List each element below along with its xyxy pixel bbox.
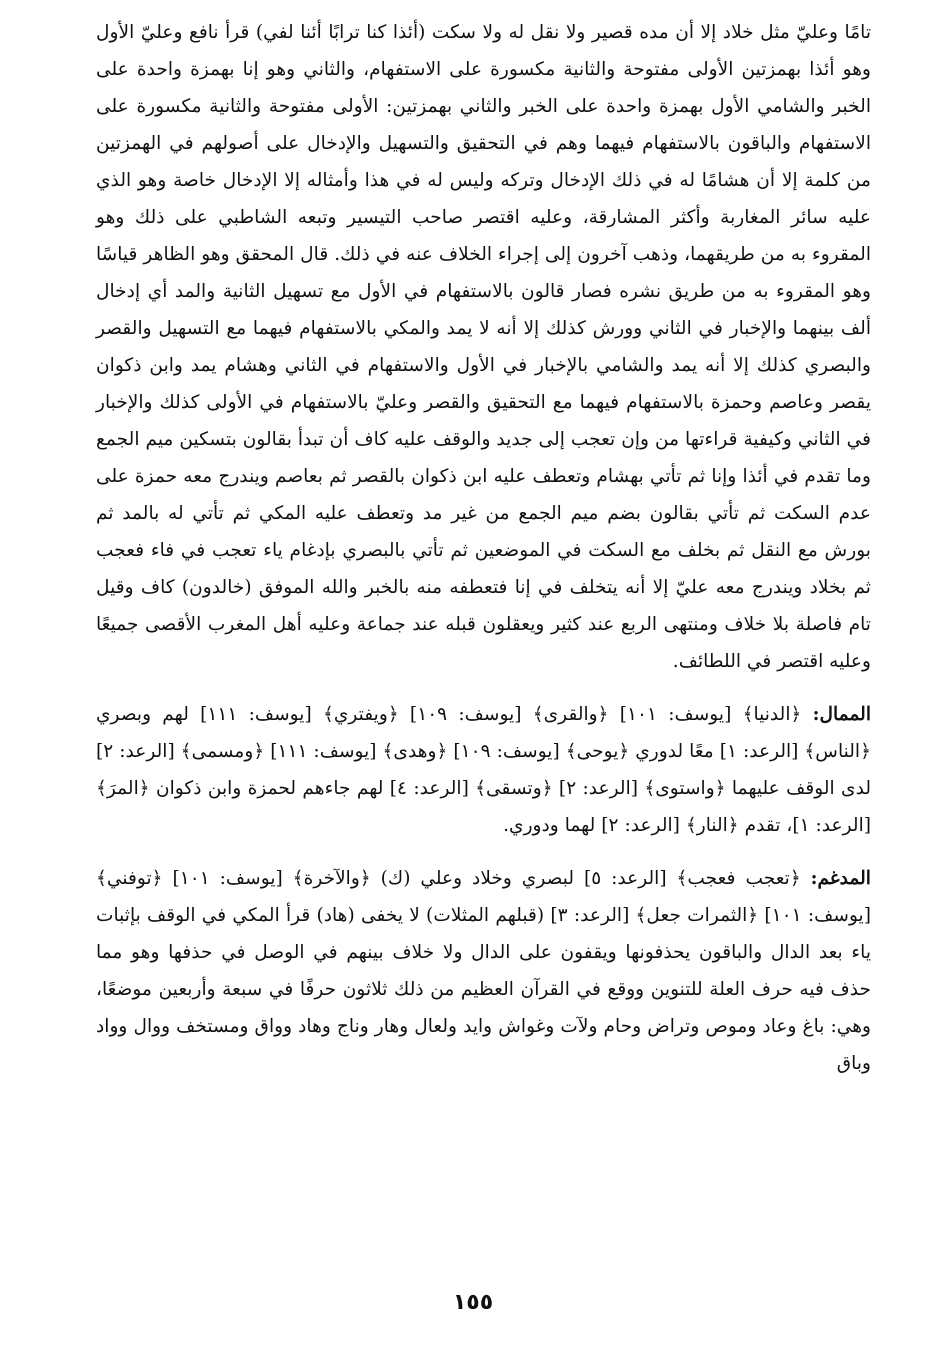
mumal-paragraph bbox=[96, 696, 871, 844]
mudgham-text: ﴿تعجب فعجب﴾ [الرعد: ٥] لبصري وخلاد وعلي (ك) ﴿والآخرة﴾ [يوسف: ١٠١] ﴿توفني﴾ [يوسف: ١٠١] ﴿الثمرات جعل﴾ [الرعد: ٣] (قبلهم المثلات) لا يخفى (هاد) قرأ المكي في الوقف بإثبات ياء بعد الدال والباقون يحذفونها ويقفون على الدال ولا خلاف بينهم في الوصل في حذفها وهو مما حذف فيه حرف العلة للتنوين ووقع في القرآن العظيم من ذلك ثلاثون حرفًا في سبعة وأربعين موضعًا، وهي: باغ وعاد وموص وتراض وحام ولآت وغواش وايد ولعال وهار وناج وهاد وواق ومستخف ووال وواد وباق bbox=[96, 868, 871, 1074]
page-body bbox=[96, 14, 871, 1082]
mudgham-heading: المدغم: bbox=[810, 868, 871, 889]
page-number: ١٥٥ bbox=[452, 1290, 494, 1315]
mumal-heading: الممال: bbox=[812, 704, 872, 725]
mumal-text: ﴿الدنيا﴾ [يوسف: ١٠١] ﴿والقرى﴾ [يوسف: ١٠٩] ﴿ويفتري﴾ [يوسف: ١١١] لهم وبصري ﴿الناس﴾ [الرعد: ١] معًا لدوري ﴿يوحى﴾ [يوسف: ١٠٩] ﴿وهدى﴾ [يوسف: ١١١] ﴿ومسمى﴾ [الرعد: ٢] لدى الوقف عليهما ﴿واستوى﴾ [الرعد: ٢] ﴿وتسقى﴾ [الرعد: ٤] لهم جاءهم لحمزة وابن ذكوان ﴿المرَ﴾ [الرعد: ١]، تقدم ﴿النار﴾ [الرعد: ٢] لهما ودوري. bbox=[96, 704, 871, 836]
commentary-paragraph: تامًا وعليّ مثل خلاد إلا أن مده قصير ولا نقل له ولا سكت (أئذا كنا ترابًا أئنا لفي) قرأ نافع وعليّ الأول وهو أئذا بهمزتين الأولى مفتوحة والثانية مكسورة على الاستفهام، والثاني وهو إنا بهمزة واحدة على الخبر والشامي الأول بهمزة واحدة على الخبر والثاني بهمزتين: الأولى مفتوحة والثانية مكسورة على الاستفهام والباقون بالاستفهام فيهما وهم في التحقيق والتسهيل والإدخال على أصولهم في الهمزتين من كلمة إلا أن هشامًا له في ذلك الإدخال وتركه وليس له في هذا وأمثاله إلا الإدخال خاصة وهو الذي عليه سائر المغاربة وأكثر المشارقة، وعليه اقتصر صاحب التيسير وتبعه الشاطبي على ذلك وهو المقروء به من طريقهما، وذهب آخرون إلى إجراء الخلاف عنه في ذلك. قال المحقق وهو الظاهر قياسًا وهو المقروء به من طريق نشره فصار قالون بالاستفهام في الأول مع تسهيل الثانية والمد أي إدخال ألف بينهما والإخبار في الثاني وورش كذلك إلا أنه لا يمد والمكي بالاستفهام فيهما مع التسهيل والقصر والبصري كذلك إلا أنه يمد والشامي بالإخبار في الأول والاستفهام في الثاني وهشام يمد وابن ذكوان يقصر وعاصم وحمزة بالاستفهام فيهما مع التحقيق والقصر وعليّ بالاستفهام في الأولى كذلك والإخبار في الثاني وكيفية قراءتها من وإن تعجب إلى جديد والوقف عليه كاف أن تبدأ بقالون بتسكين ميم الجمع وما تقدم في أئذا وإنا ثم تأتي بهشام وتعطف عليه ابن ذكوان بالقصر ثم بعاصم ويندرج معه حمزة على عدم السكت ثم تأتي بقالون بضم ميم الجمع من غير مد وتعطف عليه المكي ثم تأتي له بالمد ثم بورش مع النقل ثم بخلف مع السكت في الموضعين ثم تأتي بالبصري بإدغام ياء تعجب في فاء فعجب ثم بخلاد ويندرج معه عليّ إلا أنه يتخلف في إنا فتعطفه منه بالخبر والله الموفق (خالدون) كاف وقيل تام فاصلة بلا خلاف ومنتهى الربع عند كثير ويعقلون قبله عند جماعة وعليه أهل المغرب الأقصى جميعًا وعليه اقتصر في اللطائف. bbox=[96, 22, 871, 672]
mudgham-paragraph bbox=[96, 860, 871, 1082]
